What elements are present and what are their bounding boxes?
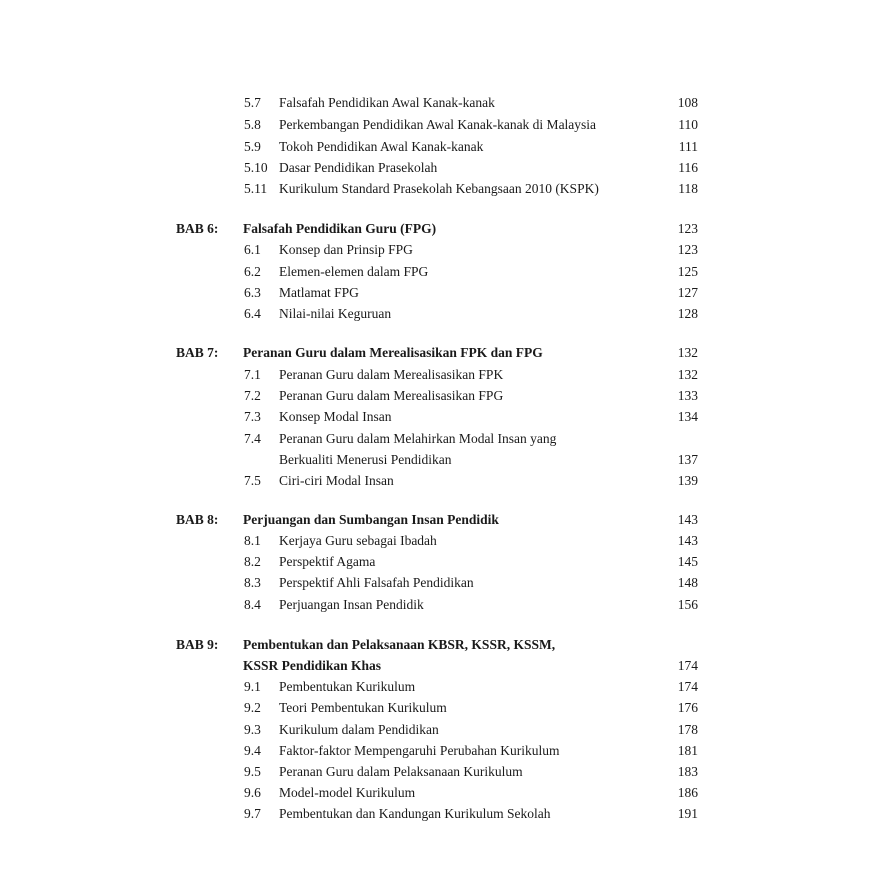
page-number: 132 (677, 345, 698, 360)
page-number: 148 (677, 575, 698, 590)
section-number: 7.1 (244, 367, 261, 382)
section-number: 8.2 (244, 554, 261, 569)
section-title: Model-model Kurikulum (279, 785, 416, 800)
toc-entry (0, 157, 886, 178)
section-number: 7.3 (244, 409, 261, 424)
section-title: Teori Pembentukan Kurikulum (279, 700, 447, 715)
section-number: 9.5 (244, 764, 261, 779)
page-number: 125 (677, 264, 698, 279)
section-number: 9.2 (244, 700, 261, 715)
page-number: 127 (677, 285, 698, 300)
section-title: Perspektif Agama (279, 554, 376, 569)
chapter-title: Perjuangan dan Sumbangan Insan Pendidik (243, 512, 499, 527)
page-number: 174 (677, 679, 698, 694)
section-number: 8.1 (244, 533, 261, 548)
chapter-title: Falsafah Pendidikan Guru (FPG) (243, 221, 437, 236)
section-title: Perkembangan Pendidikan Awal Kanak-kanak di Malaysia (279, 117, 597, 132)
section-number: 7.5 (244, 473, 261, 488)
section-number: 8.4 (244, 597, 261, 612)
toc-entry (0, 92, 886, 113)
section-title: Elemen-elemen dalam FPG (279, 264, 429, 279)
chapter-title: KSSR Pendidikan Khas (243, 658, 382, 673)
page-number: 139 (677, 473, 698, 488)
toc-entry (0, 406, 886, 427)
page-number: 183 (677, 764, 698, 779)
section-title: Matlamat FPG (279, 285, 359, 300)
toc-entry (0, 428, 886, 449)
section-number: 7.2 (244, 388, 261, 403)
page-number: 186 (677, 785, 698, 800)
toc-entry (0, 364, 886, 385)
page-number: 145 (677, 554, 698, 569)
toc-entry (0, 530, 886, 551)
section-number: 9.1 (244, 679, 261, 694)
toc-entry (0, 136, 886, 157)
toc-entry (0, 572, 886, 593)
chapter-title: Pembentukan dan Pelaksanaan KBSR, KSSR, KSSM, (243, 637, 556, 652)
section-number: 6.3 (244, 285, 261, 300)
page-number: 123 (677, 242, 698, 257)
page-number: 110 (678, 117, 698, 132)
section-number: 5.10 (244, 160, 268, 175)
page-number: 111 (678, 139, 698, 154)
section-number: 8.3 (244, 575, 261, 590)
section-number: 5.7 (244, 95, 261, 110)
toc-chapter (0, 342, 886, 363)
section-title: Berkualiti Menerusi Pendidikan (279, 452, 452, 467)
page-number: 108 (677, 95, 698, 110)
section-number: 9.3 (244, 722, 261, 737)
page-number: 134 (677, 409, 698, 424)
toc-entry (0, 676, 886, 697)
toc-entry (0, 282, 886, 303)
toc-entry (0, 719, 886, 740)
section-number: 9.7 (244, 806, 261, 821)
section-title: Konsep Modal Insan (279, 409, 392, 424)
page-number: 137 (677, 452, 698, 467)
chapter-label: BAB 9: (176, 637, 219, 652)
chapter-label: BAB 7: (176, 345, 219, 360)
section-title: Peranan Guru dalam Merealisasikan FPG (279, 388, 504, 403)
toc-chapter (0, 634, 886, 655)
toc-entry (0, 697, 886, 718)
section-title: Peranan Guru dalam Pelaksanaan Kurikulum (279, 764, 523, 779)
page-number: 156 (677, 597, 698, 612)
section-number: 5.9 (244, 139, 261, 154)
toc-entry (0, 178, 886, 199)
page-number: 132 (677, 367, 698, 382)
section-title: Pembentukan dan Kandungan Kurikulum Sekolah (279, 806, 551, 821)
section-number: 6.2 (244, 264, 261, 279)
toc-entry (0, 761, 886, 782)
section-title: Kurikulum Standard Prasekolah Kebangsaan 2010 (KSPK) (279, 181, 599, 196)
section-title: Nilai-nilai Keguruan (279, 306, 392, 321)
toc-entry (0, 594, 886, 615)
page-number: 133 (677, 388, 698, 403)
section-title: Pembentukan Kurikulum (279, 679, 416, 694)
page-number: 143 (677, 533, 698, 548)
page-number: 174 (677, 658, 698, 673)
page-number: 118 (678, 181, 698, 196)
chapter-label: BAB 6: (176, 221, 219, 236)
section-number: 9.6 (244, 785, 261, 800)
section-title: Konsep dan Prinsip FPG (279, 242, 413, 257)
toc-chapter (0, 509, 886, 530)
page-number: 176 (677, 700, 698, 715)
section-number: 6.1 (244, 242, 261, 257)
toc-entry (0, 239, 886, 260)
section-number: 6.4 (244, 306, 261, 321)
page-number: 128 (677, 306, 698, 321)
section-title: Faktor-faktor Mempengaruhi Perubahan Kurikulum (279, 743, 560, 758)
toc-entry (0, 782, 886, 803)
section-number: 5.11 (244, 181, 268, 196)
chapter-label: BAB 8: (176, 512, 219, 527)
chapter-title: Peranan Guru dalam Merealisasikan FPK dan FPG (243, 345, 543, 360)
toc-entry (0, 803, 886, 824)
section-title: Falsafah Pendidikan Awal Kanak-kanak (279, 95, 495, 110)
page-number: 143 (677, 512, 698, 527)
page-number: 191 (677, 806, 698, 821)
section-title: Peranan Guru dalam Merealisasikan FPK (279, 367, 504, 382)
page-number: 116 (678, 160, 698, 175)
toc-chapter-continuation (0, 655, 886, 676)
section-title: Tokoh Pendidikan Awal Kanak-kanak (279, 139, 484, 154)
toc-entry-continuation (0, 449, 886, 470)
toc-entry (0, 385, 886, 406)
toc-entry (0, 551, 886, 572)
section-title: Peranan Guru dalam Melahirkan Modal Insan yang (279, 431, 557, 446)
page-number: 178 (677, 722, 698, 737)
section-number: 7.4 (244, 431, 261, 446)
toc-entry (0, 470, 886, 491)
toc-entry (0, 740, 886, 761)
page-number: 123 (677, 221, 698, 236)
toc-entry (0, 114, 886, 135)
toc-entry (0, 261, 886, 282)
section-title: Dasar Pendidikan Prasekolah (279, 160, 438, 175)
section-title: Ciri-ciri Modal Insan (279, 473, 394, 488)
section-title: Kurikulum dalam Pendidikan (279, 722, 439, 737)
section-number: 9.4 (244, 743, 261, 758)
page-number: 181 (677, 743, 698, 758)
section-title: Perspektif Ahli Falsafah Pendidikan (279, 575, 474, 590)
section-title: Kerjaya Guru sebagai Ibadah (279, 533, 437, 548)
section-number: 5.8 (244, 117, 261, 132)
toc-entry (0, 303, 886, 324)
section-title: Perjuangan Insan Pendidik (279, 597, 424, 612)
toc-chapter (0, 218, 886, 239)
